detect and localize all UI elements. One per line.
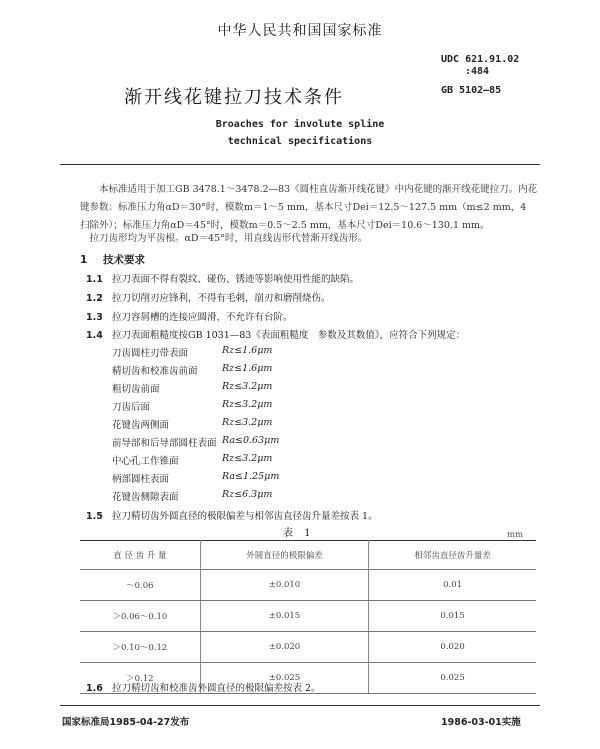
table-cell: ＞0.06～0.10 — [80, 601, 200, 632]
table-cell: 0.01 — [369, 570, 536, 601]
roughness-item: 刀齿圆柱刃带表面 — [112, 348, 189, 359]
table-cell: ±0.025 — [200, 663, 368, 694]
roughness-item: 刀齿后面 — [112, 402, 151, 413]
roughness-item: 柄部圆柱表面 — [112, 474, 170, 485]
intro-paragraph-2: 拉刀齿形均为平齿根。αD＝45°时，用直线齿形代替渐开线齿形。 — [89, 233, 368, 244]
roughness-value: Rz≤1.6μm — [222, 345, 273, 356]
table-row — [80, 632, 536, 663]
roughness-item: 前导部和后导部圆柱表面 — [112, 438, 217, 449]
roughness-value: Rz≤3.2μm — [222, 417, 273, 428]
title-divider — [60, 164, 540, 165]
table-cell: ～0.06 — [80, 570, 200, 601]
roughness-item: 花键齿两侧面 — [112, 420, 170, 431]
table-cell: ±0.010 — [200, 570, 368, 601]
table-cell: 0.020 — [369, 632, 536, 663]
table-cell: ±0.020 — [200, 632, 368, 663]
table-1-unit: mm — [507, 530, 524, 540]
clause-1-3: 1.3 拉刀容屑槽的连接应圆滑，不允许有台阶。 — [86, 312, 293, 323]
clause-1-1: 1.1 拉刀表面不得有裂纹、碰伤、锈迹等影响使用性能的缺陷。 — [86, 274, 360, 285]
roughness-item: 中心孔工作锥面 — [112, 456, 179, 467]
roughness-item: 粗切齿前面 — [112, 384, 160, 395]
roughness-value: Rz≤3.2μm — [222, 399, 273, 410]
document-title: 渐开线花键拉刀技术条件 — [124, 87, 344, 108]
gb-number: GB 5102—85 — [441, 85, 502, 96]
table-row — [80, 570, 536, 601]
roughness-value: Rz≤3.2μm — [222, 381, 273, 392]
table-cell: ±0.015 — [200, 601, 368, 632]
roughness-value: Rz≤3.2μm — [222, 453, 273, 464]
table-cell: ＞0.10～0.12 — [80, 632, 200, 663]
section-title: 技术要求 — [102, 254, 145, 266]
clause-1-2: 1.2 拉刀切削刃应锋利，不得有毛刺，崩刃和磨削烧伤。 — [86, 293, 331, 304]
table-header-cell: 相邻齿直径齿升量差 — [369, 541, 536, 570]
standard-organization: 中华人民共和国国家标准 — [217, 23, 383, 39]
english-title-line2: technical specifications — [227, 136, 373, 147]
roughness-value: Rz≤1.6μm — [222, 363, 273, 374]
table-cell: 0.015 — [369, 601, 536, 632]
english-title-line1: Broaches for involute spline — [215, 119, 385, 130]
table-row — [80, 601, 536, 632]
clause-1-4: 1.4 拉刀表面粗糙度按GB 1031—83《表面粗糙度 参数及其数值》，应符合下列规定： — [86, 330, 466, 341]
clause-1-5: 1.5 拉刀精切齿外圆直径的极限偏差与相邻齿直径齿升量差按表 1。 — [86, 511, 378, 522]
roughness-item: 精切齿和校准齿前面 — [112, 366, 198, 377]
issued-date: 国家标准局1985-04-27发布 — [62, 717, 190, 728]
udc-line1: UDC 621.91.02 — [441, 54, 520, 65]
table-header-cell: 直 径 齿 升 量 — [80, 541, 200, 570]
clause-1-6: 1.6 拉刀精切齿和校准齿外圆直径的极限偏差按表 2。 — [86, 683, 321, 694]
roughness-item: 花键齿侧隙表面 — [112, 492, 179, 503]
udc-code — [441, 54, 519, 78]
roughness-value: Ra≤0.63μm — [222, 435, 280, 446]
footer-divider — [60, 705, 540, 706]
udc-line2: :484 — [465, 66, 490, 77]
table-header-row — [80, 541, 536, 570]
table-header-cell: 外圆直径的极限偏差 — [200, 541, 368, 570]
table-1-caption: 表 1 — [283, 528, 315, 539]
roughness-value: Rz≤6.3μm — [222, 489, 273, 500]
table-cell: ＞0.12 — [80, 663, 200, 694]
section-1-heading — [80, 252, 145, 267]
intro-paragraph-1: 本标准适用于加工GB 3478.1～3478.2—83《圆柱直齿渐开线花键》中内花键的渐开线花键拉刀。内花键参数：标准压力角αD＝30°时，模数m＝1～5 mm，基本尺寸Dei＝12.5～127.5 mm（m≤2 mm，4 扫除外）；标准压力角αD＝45°时，模数m＝0.5～2.5 mm，基本尺寸Dei＝10.6～130.1 mm。 — [80, 184, 538, 231]
section-number: 1 — [80, 254, 88, 266]
table-cell: 0.025 — [369, 663, 536, 694]
roughness-value: Ra≤1.25μm — [222, 471, 280, 482]
implementation-date: 1986-03-01实施 — [441, 717, 521, 728]
table-1 — [80, 540, 536, 694]
english-title — [0, 116, 600, 150]
